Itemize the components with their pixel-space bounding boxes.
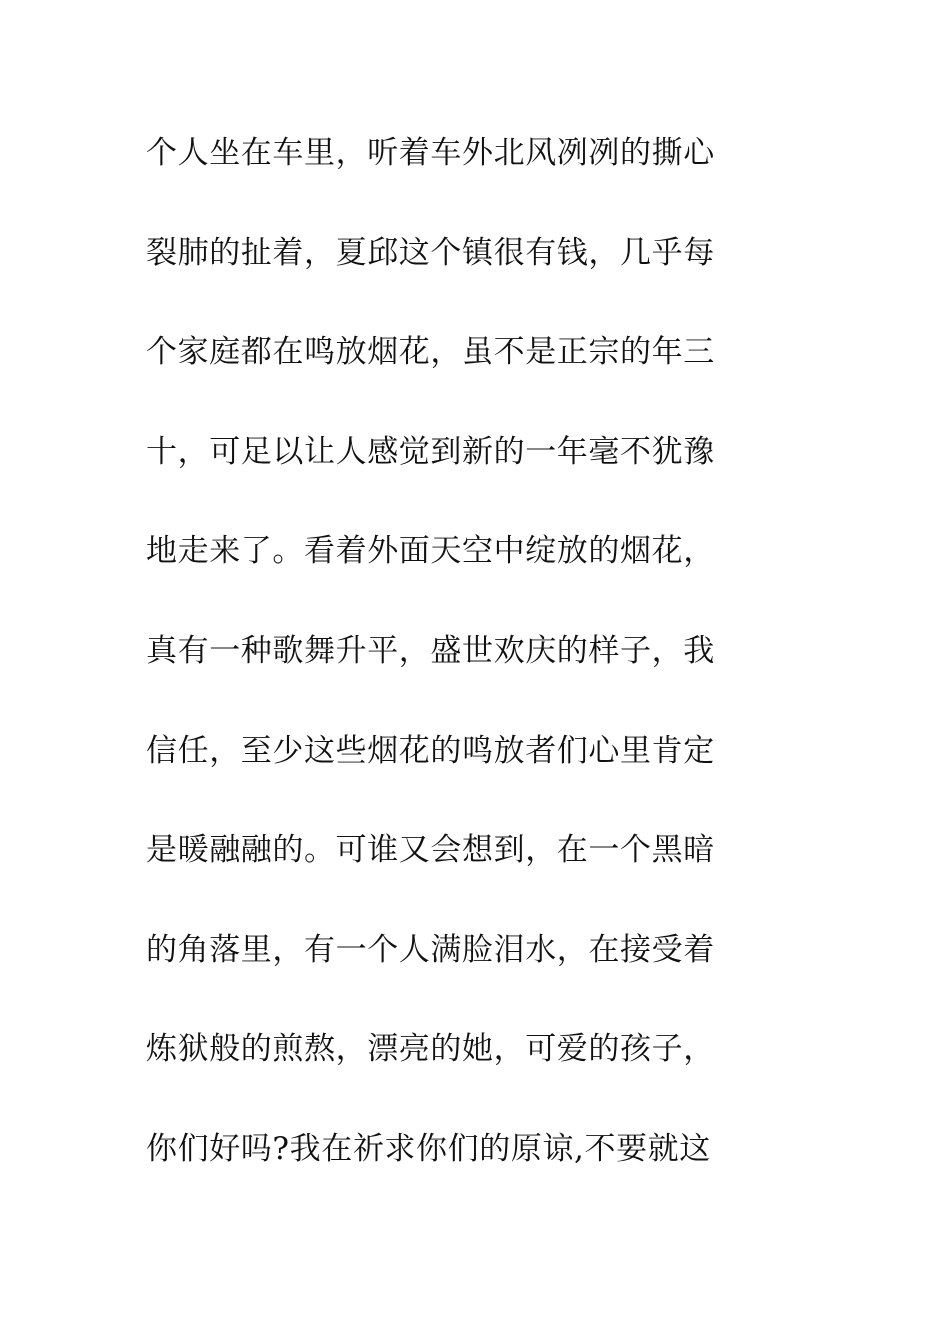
text-line: 真有一种歌舞升平，盛世欢庆的样子，我 xyxy=(146,632,715,669)
text-line: 裂肺的扯着，夏邱这个镇很有钱，几乎每 xyxy=(146,234,715,271)
text-line: 炼狱般的煎熬，漂亮的她，可爱的孩子， xyxy=(146,1031,715,1068)
text-line: 个人坐在车里，听着车外北风冽冽的撕心 xyxy=(146,135,715,171)
text-line: 十，可足以让人感觉到新的一年毫不犹豫 xyxy=(146,433,715,470)
text-line: 的角落里，有一个人满脸泪水，在接受着 xyxy=(146,931,715,968)
text-line: 你们好吗?我在祈求你们的原谅,不要就这 xyxy=(146,1130,711,1167)
text-line: 个家庭都在鸣放烟花，虽不是正宗的年三 xyxy=(146,334,715,371)
text-line: 信任，至少这些烟花的鸣放者们心里肯定 xyxy=(146,732,715,769)
text-line: 地走来了。看着外面天空中绽放的烟花， xyxy=(146,533,715,570)
body-text xyxy=(146,121,786,1217)
text-line: 是暖融融的。可谁又会想到，在一个黑暗 xyxy=(146,832,715,869)
